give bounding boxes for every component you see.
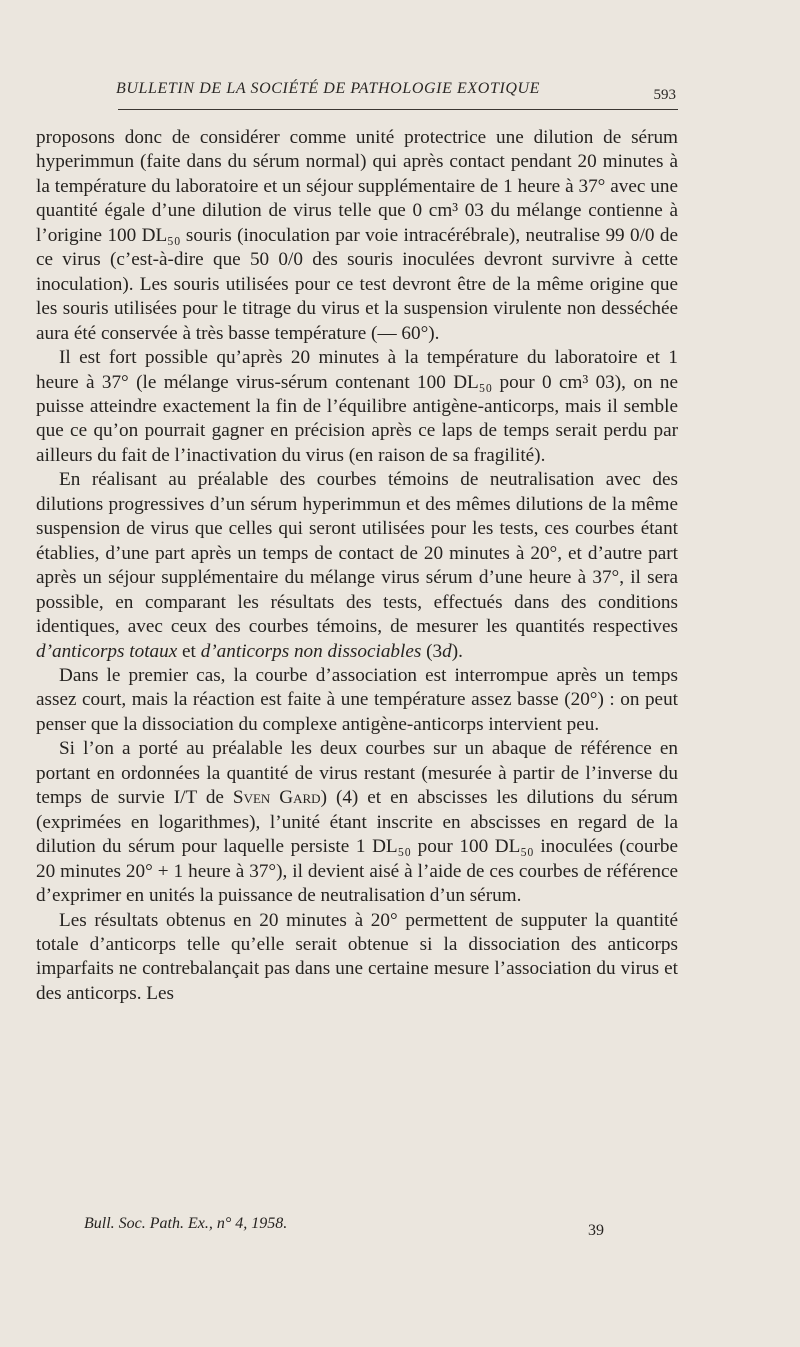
- paragraph-text: Si l’on a porté au préalable les deux courbes sur un abaque de référence en portant en ordonnées la quantité de virus restant (mesurée à partir de l’inverse du temps de survie I/T de: [36, 738, 678, 809]
- paragraph-text: (3: [421, 640, 443, 662]
- running-title: BULLETIN DE LA SOCIÉTÉ DE PATHOLOGIE EXOTIQUE: [116, 80, 541, 97]
- paragraph: [36, 737, 678, 908]
- paragraph-text: ).: [451, 640, 463, 662]
- body-text: [36, 126, 678, 1006]
- paragraph: Les résultats obtenus en 20 minutes à 20° permettent de supputer la quantité totale d’anticorps telle qu’elle serait obtenue si la dissociation des anticorps imparfaits ne contrebalançait pas dans une certaine mesure l’association du virus et des anticorps. Les: [36, 909, 678, 1004]
- footer-citation: Bull. Soc. Path. Ex., n° 4, 1958.: [84, 1215, 288, 1232]
- emphasis-text: d’anticorps totaux: [36, 640, 178, 662]
- paragraph: [36, 468, 678, 664]
- page-number: 593: [653, 87, 676, 103]
- header-rule: [118, 109, 678, 110]
- paragraph: Dans le premier cas, la courbe d’association est interrompue après un temps assez court, mais la réaction est faite à une température assez basse (20°) : on peut penser que la dissociation du complexe antigène-anticorps intervient peu.: [36, 664, 678, 735]
- paragraph-text: et: [177, 640, 201, 662]
- paragraph-text: ) (4) et en abscisses les dilutions du sérum (exprimées en logarithmes), l’unité étant inscrite en abscisses en regard de la dilution du sérum pour laquelle persiste 1 DL₅₀ pour 100 DL₅₀ inoculées (courbe 20 minutes 20° + 1 heure à 37°), il devient aisé à l’aide de ces courbes de référence d’exprimer en unités la puissance de neutralisation d’un sérum.: [36, 787, 678, 907]
- emphasis-text: d’anticorps non dissociables: [200, 640, 422, 662]
- reference-letter: d: [442, 640, 452, 662]
- page-footer: [36, 1213, 678, 1243]
- signature-number: 39: [588, 1222, 604, 1239]
- paragraph-continued: proposons donc de considérer comme unité protectrice une dilution de sérum hyperimmun (faite dans du sérum normal) qui après contact pendant 20 minutes à la température du laboratoire et un séjour supplémentaire de 1 heure à 37° avec une quantité égale d’une dilution de virus telle que 0 cm³ 03 du mélange contienne à l’origine 100 DL₅₀ souris (inoculation par voie intracérébrale), neutralise 99 0/0 de ce virus (c’est-à-dire que 50 0/0 des souris inoculées devront survivre à cette inoculation). Les souris utilisées pour ce test devront être de la même origine que les souris utilisées pour le titrage du virus et la suspension virulente non desséchée aura été conservée à très basse température (— 60°).: [36, 127, 678, 344]
- author-name: Sven Gard: [232, 787, 321, 809]
- paragraph: Il est fort possible qu’après 20 minutes à la température du laboratoire et 1 heure à 37° (le mélange virus-sérum contenant 100 DL₅₀ pour 0 cm³ 03), on ne puisse atteindre exactement la fin de l’équilibre antigène-anticorps, mais il semble que ce qu’on pourrait gagner en précision après ce laps de temps serait perdu par ailleurs du fait de l’inactivation du virus (en raison de sa fragilité).: [36, 347, 678, 466]
- running-header: [36, 76, 678, 110]
- paragraph-text: En réalisant au préalable des courbes témoins de neutralisation avec des dilutions progressives d’un sérum hyperimmun et des mêmes dilutions de la même suspension de virus que celles qui seront utilisées pour les tests, ces courbes étant établies, d’une part après un temps de contact de 20 minutes à 20°, et d’autre part après un séjour supplémentaire du mélange virus sérum d’une heure à 37°, il sera possible, en comparant les résultats des tests, effectués dans des conditions identiques, avec ceux des courbes témoins, de mesurer les quantités respectives: [36, 469, 678, 638]
